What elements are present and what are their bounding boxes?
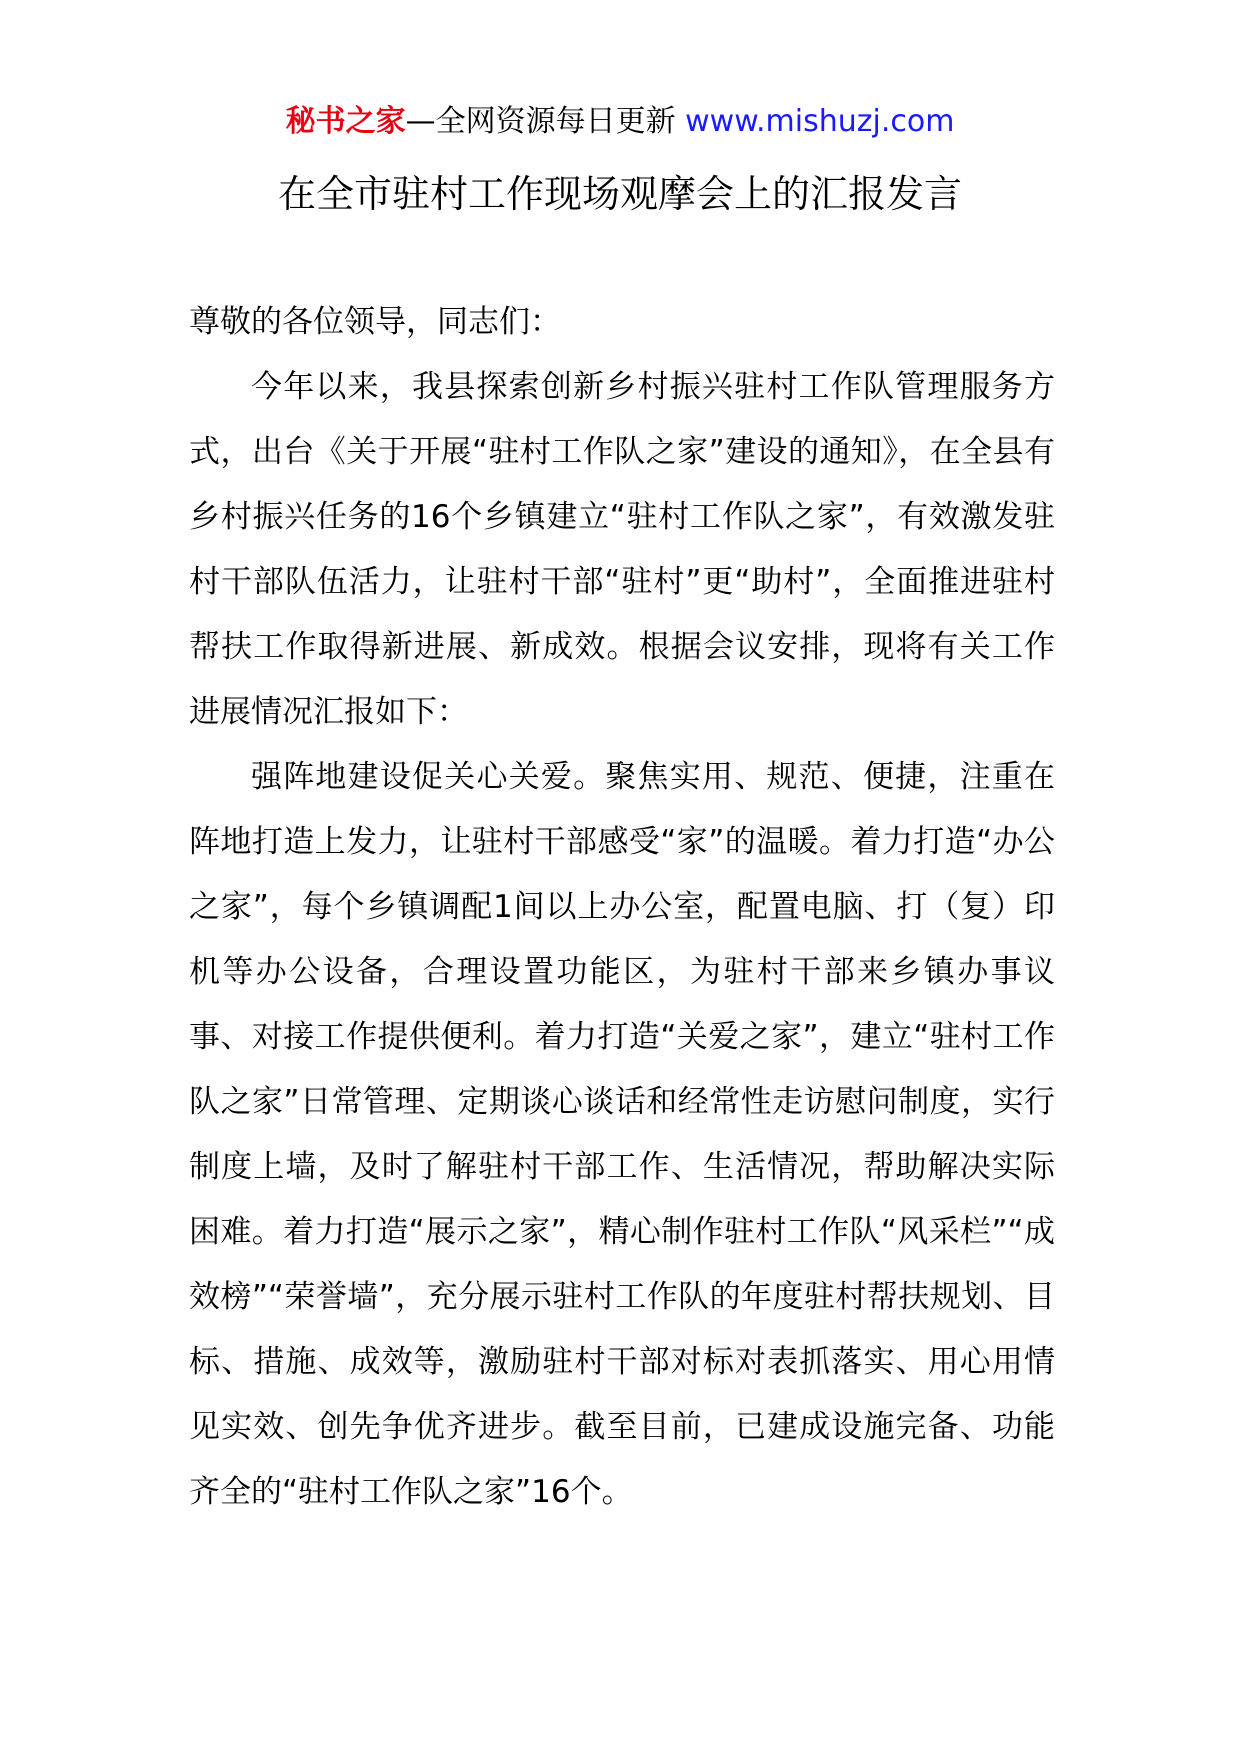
brand-name: 秘书之家: [285, 104, 406, 139]
site-url-link[interactable]: www.mishuzj.com: [685, 104, 955, 139]
site-header: [0, 100, 1240, 144]
paragraph-position-building: 强阵地建设促关心关爱。聚焦实用、规范、便捷，注重在阵地打造上发力，让驻村干部感受“家”的温暖。着力打造“办公之家”，每个乡镇调配1间以上办公室，配置电脑、打（复）印机等办公设备，合理设置功能区，为驻村干部来乡镇办事议事、对接工作提供便利。着力打造“关爱之家”，建立“驻村工作队之家”日常管理、定期谈心谈话和经常性走访慰问制度，实行制度上墙，及时了解驻村干部工作、生活情况，帮助解决实际困难。着力打造“展示之家”，精心制作驻村工作队“风采栏”“成效榜”“荣誉墙”，充分展示驻村工作队的年度驻村帮扶规划、目标、措施、成效等，激励驻村干部对标对表抓落实、用心用情见实效、创先争优齐进步。截至目前，已建成设施完备、功能齐全的“驻村工作队之家”16个。: [189, 759, 1055, 1510]
salutation: 尊敬的各位领导，同志们：: [189, 304, 561, 340]
site-tagline: —全网资源每日更新: [405, 104, 686, 139]
document-body: [189, 290, 1055, 1525]
paragraph-intro: 今年以来，我县探索创新乡村振兴驻村工作队管理服务方式，出台《关于开展“驻村工作队之家”建设的通知》，在全县有乡村振兴任务的16个乡镇建立“驻村工作队之家”，有效激发驻村干部队伍活力，让驻村干部“驻村”更“助村”，全面推进驻村帮扶工作取得新进展、新成效。根据会议安排，现将有关工作进展情况汇报如下：: [189, 369, 1055, 730]
document-title: 在全市驻村工作现场观摩会上的汇报发言: [277, 172, 962, 216]
